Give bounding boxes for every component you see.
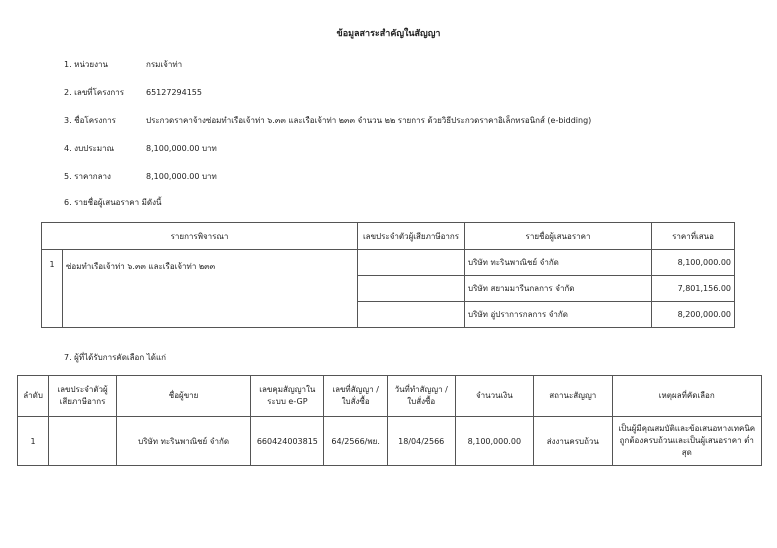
bidder-name: บริษัท ทะรินพาณิชย์ จำกัด (465, 250, 652, 276)
contract-date: 18/04/2566 (387, 417, 455, 466)
info-agency (64, 58, 182, 71)
column-header: ชื่อผู้ขาย (116, 376, 250, 417)
column-header: เหตุผลที่คัดเลือก (612, 376, 761, 417)
column-header: ราคาที่เสนอ (652, 223, 735, 250)
info-label: 3. ชื่อโครงการ (64, 116, 116, 125)
column-header: เลขประจำตัวผู้เสียภาษีอากร (358, 223, 465, 250)
info-budget (64, 142, 217, 155)
tax-id-cell (358, 302, 465, 328)
tax-id-cell (358, 276, 465, 302)
vendor-name: บริษัท ทะรินพาณิชย์ จำกัด (116, 417, 250, 466)
bidders-heading: 6. รายชื่อผู้เสนอราคา มีดังนี้ (64, 198, 162, 207)
info-value: กรมเจ้าท่า (146, 60, 183, 69)
contract-amount: 8,100,000.00 (455, 417, 533, 466)
bidders-table (41, 222, 735, 328)
info-label: 2. เลขที่โครงการ (64, 88, 125, 97)
info-label: 4. งบประมาณ (64, 144, 115, 153)
info-median-price (64, 170, 217, 183)
winner-heading: 7. ผู้ที่ได้รับการคัดเลือก ได้แก่ (64, 353, 166, 362)
info-value: 65127294155 (146, 88, 202, 97)
item-name: ซ่อมทำเรือเจ้าท่า ๖.๓๓ และเรือเจ้าท่า ๒๓๓ (63, 250, 358, 328)
info-value: 8,100,000.00 บาท (146, 144, 217, 153)
table-row (18, 417, 762, 466)
table-header-row (18, 376, 762, 417)
info-label: 5. ราคากลาง (64, 172, 111, 181)
column-header: วันที่ทำสัญญา / ใบสั่งซื้อ (387, 376, 455, 417)
column-header: เลขคุมสัญญาในระบบ e-GP (251, 376, 324, 417)
bidder-name: บริษัท สยามมารีนกลการ จำกัด (465, 276, 652, 302)
column-header: ลำดับ (18, 376, 49, 417)
column-header: รายการพิจารณา (42, 223, 358, 250)
winner-table (17, 375, 762, 466)
bid-price: 8,100,000.00 (652, 250, 735, 276)
tax-id-cell (49, 417, 117, 466)
info-value: ประกวดราคาจ้างซ่อมทำเรือเจ้าท่า ๖.๓๓ และเรือเจ้าท่า ๒๓๓ จำนวน ๒๒ รายการ ด้วยวิธีประกวดราคาอิเล็กทรอนิกส์ (e-bidding) (146, 116, 592, 125)
info-label: 1. หน่วยงาน (64, 60, 108, 69)
contract-number: 64/2566/พย. (324, 417, 387, 466)
table-row (42, 250, 735, 276)
item-number: 1 (42, 250, 63, 328)
bid-price: 7,801,156.00 (652, 276, 735, 302)
selection-reason: เป็นผู้มีคุณสมบัติและข้อเสนอทางเทคนิคถูกต้องครบถ้วนและเป็นผู้เสนอราคา ต่ำสุด (612, 417, 761, 466)
document-title: ข้อมูลสาระสำคัญในสัญญา (336, 29, 441, 39)
column-header: เลขประจำตัวผู้เสียภาษีอากร (49, 376, 117, 417)
bidder-name: บริษัท อู่ปราการกลการ จำกัด (465, 302, 652, 328)
info-project-name (64, 114, 591, 127)
egp-control-number: 660424003815 (251, 417, 324, 466)
column-header: สถานะสัญญา (534, 376, 612, 417)
tax-id-cell (358, 250, 465, 276)
info-project-number (64, 86, 202, 99)
column-header: รายชื่อผู้เสนอราคา (465, 223, 652, 250)
table-header-row (42, 223, 735, 250)
row-number: 1 (18, 417, 49, 466)
info-value: 8,100,000.00 บาท (146, 172, 217, 181)
bid-price: 8,200,000.00 (652, 302, 735, 328)
contract-status: ส่งงานครบถ้วน (534, 417, 612, 466)
column-header: จำนวนเงิน (455, 376, 533, 417)
column-header: เลขที่สัญญา / ใบสั่งซื้อ (324, 376, 387, 417)
